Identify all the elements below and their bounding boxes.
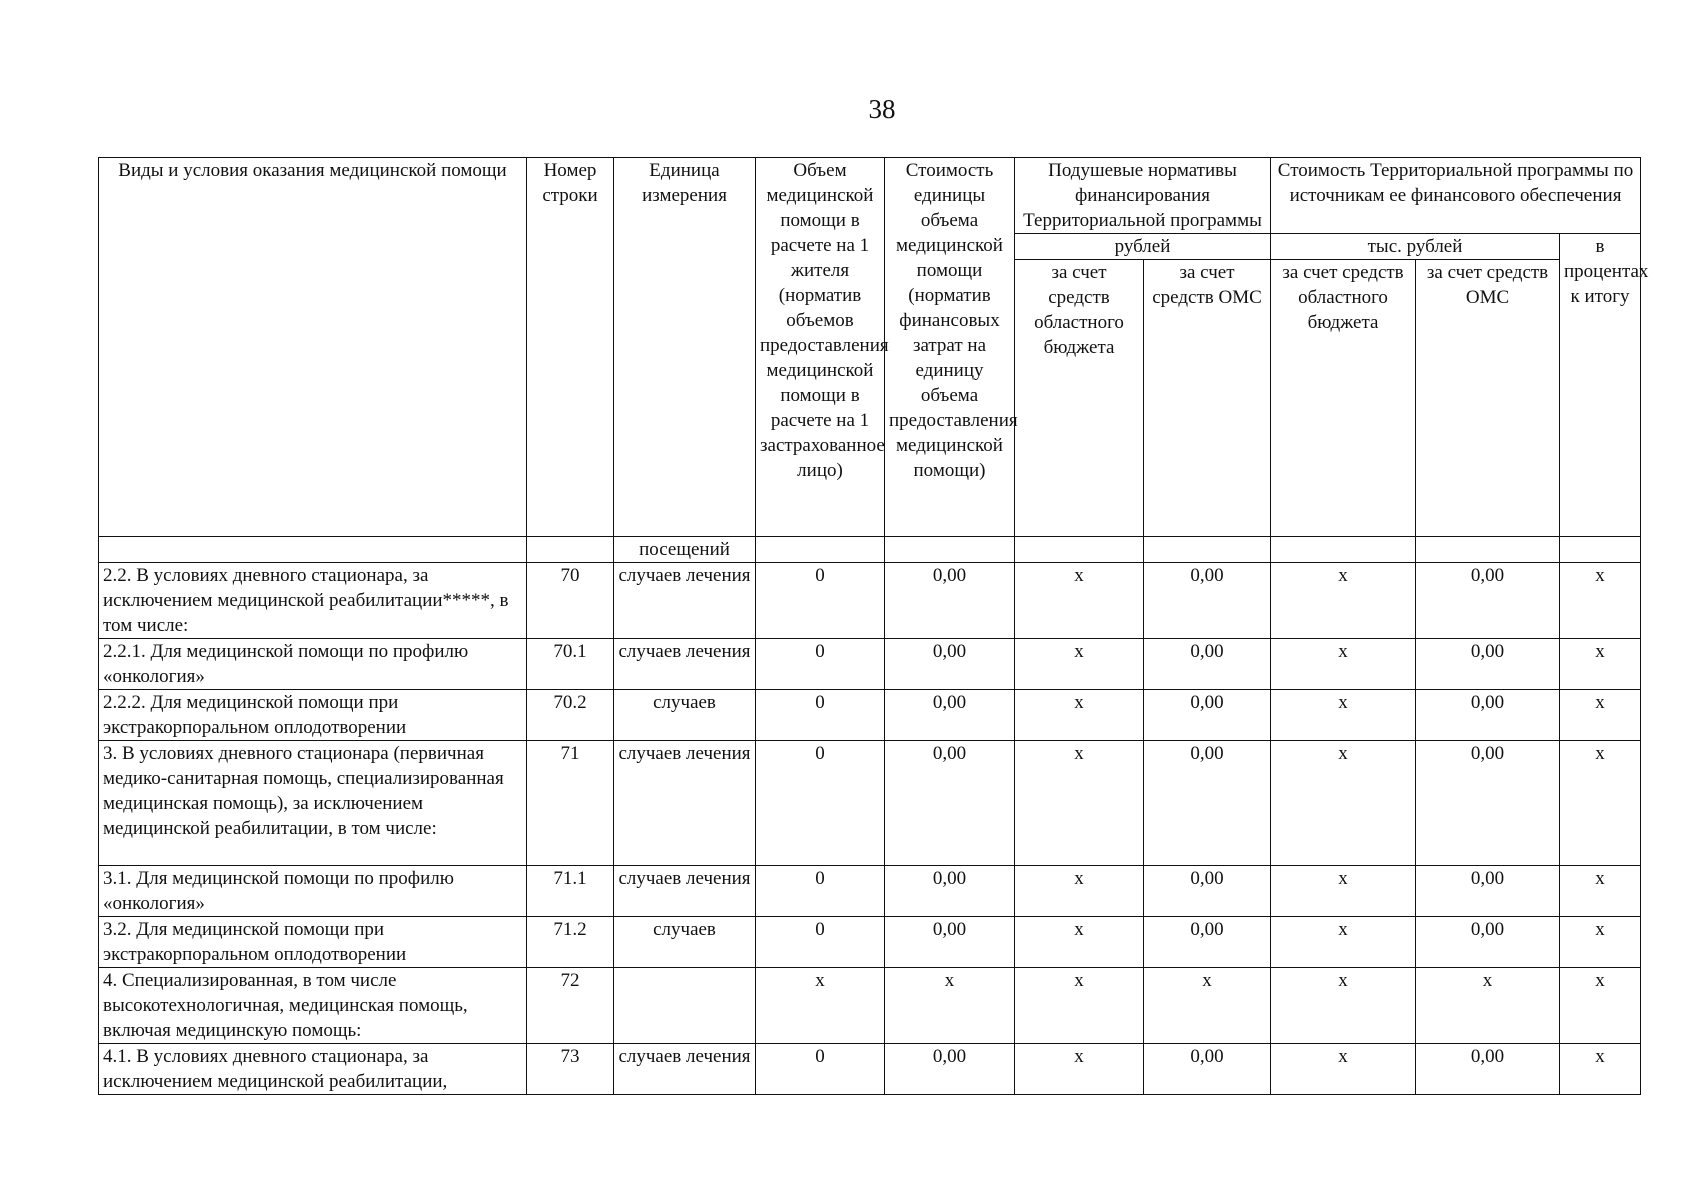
header-oms: за счет средств ОМС (1144, 260, 1271, 537)
row-percent: х (1560, 741, 1641, 866)
row-name: 2.2.1. Для медицинской помощи по профилю «онкология» (99, 639, 527, 690)
header-unit-cost: Стоимость единицы объема медицинской помощи (норматив финансовых затрат на единицу объема предоставления медицинской помощи) (885, 158, 1015, 537)
row-pc-oms: х (1144, 968, 1271, 1044)
row-volume: х (756, 968, 885, 1044)
header-types: Виды и условия оказания медицинской помощи (99, 158, 527, 537)
header-regional-budget: за счет средств областного бюджета (1015, 260, 1144, 537)
row-cost: 0,00 (885, 563, 1015, 639)
row-pg-budget: х (1271, 563, 1416, 639)
row-pg-oms: 0,00 (1416, 563, 1560, 639)
row-number: 70.1 (527, 639, 614, 690)
row-name: 3.2. Для медицинской помощи при экстракорпоральном оплодотворении (99, 917, 527, 968)
row-pc-budget: х (1015, 866, 1144, 917)
table-row (99, 741, 1641, 866)
table-row (99, 639, 1641, 690)
row-name: 2.2.2. Для медицинской помощи при экстракорпоральном оплодотворении (99, 690, 527, 741)
header-row-1 (99, 158, 1641, 234)
row-pc-budget: х (1015, 741, 1144, 866)
row-unit: случаев (614, 690, 756, 741)
table-row (99, 1044, 1641, 1095)
row-number: 71 (527, 741, 614, 866)
row-pg-budget: х (1271, 866, 1416, 917)
row-number: 71.2 (527, 917, 614, 968)
row-pc-budget: х (1015, 690, 1144, 741)
row-cost: 0,00 (885, 866, 1015, 917)
row-percent: х (1560, 690, 1641, 741)
row-pc-oms: 0,00 (1144, 917, 1271, 968)
row-percent: х (1560, 1044, 1641, 1095)
row-name: 3.1. Для медицинской помощи по профилю «онкология» (99, 866, 527, 917)
header-row-number: Номер строки (527, 158, 614, 537)
table-row (99, 968, 1641, 1044)
row-unit: случаев (614, 917, 756, 968)
row-name: 3. В условиях дневного стационара (первичная медико-санитарная помощь, специализированная медицинская помощь), за исключением медицинской реабилитации, в том числе: (99, 741, 527, 866)
row-volume: 0 (756, 639, 885, 690)
row-unit (614, 968, 756, 1044)
row-pg-oms: 0,00 (1416, 1044, 1560, 1095)
row-pc-oms: 0,00 (1144, 1044, 1271, 1095)
row-pc-oms: 0,00 (1144, 866, 1271, 917)
row-number: 73 (527, 1044, 614, 1095)
table-row (99, 563, 1641, 639)
header-program-cost: Стоимость Территориальной программы по источникам ее финансового обеспечения (1271, 158, 1641, 234)
row-pc-budget: х (1015, 1044, 1144, 1095)
row-volume: 0 (756, 741, 885, 866)
row-volume: 0 (756, 563, 885, 639)
row-cost: 0,00 (885, 1044, 1015, 1095)
row-pc-budget: х (1015, 563, 1144, 639)
row-pc-oms: 0,00 (1144, 741, 1271, 866)
row-cost: 0,00 (885, 690, 1015, 741)
row-name: 4. Специализированная, в том числе высокотехнологичная, медицинская помощь, включая медицинскую помощь: (99, 968, 527, 1044)
row-pg-oms: 0,00 (1416, 690, 1560, 741)
row-pg-budget: х (1271, 917, 1416, 968)
row-percent: х (1560, 917, 1641, 968)
row-number: 70.2 (527, 690, 614, 741)
row-pc-budget: х (1015, 968, 1144, 1044)
row-unit: случаев лечения (614, 563, 756, 639)
carry-row (99, 537, 1641, 563)
table-row (99, 917, 1641, 968)
row-pg-budget: х (1271, 1044, 1416, 1095)
row-percent: х (1560, 866, 1641, 917)
row-unit: случаев лечения (614, 866, 756, 917)
row-name: 4.1. В условиях дневного стационара, за исключением медицинской реабилитации, (99, 1044, 527, 1095)
row-volume: 0 (756, 917, 885, 968)
row-unit: случаев лечения (614, 639, 756, 690)
row-cost: 0,00 (885, 917, 1015, 968)
row-volume: 0 (756, 690, 885, 741)
header-oms-2: за счет средств ОМС (1416, 260, 1560, 537)
row-pc-oms: 0,00 (1144, 690, 1271, 741)
carry-unit: посещений (614, 537, 756, 563)
row-pg-oms: 0,00 (1416, 741, 1560, 866)
row-pc-budget: х (1015, 639, 1144, 690)
table-row (99, 690, 1641, 741)
row-volume: 0 (756, 866, 885, 917)
row-pg-budget: х (1271, 741, 1416, 866)
row-cost: 0,00 (885, 639, 1015, 690)
row-pg-oms: х (1416, 968, 1560, 1044)
row-name: 2.2. В условиях дневного стационара, за исключением медицинской реабилитации*****, в том числе: (99, 563, 527, 639)
row-pc-budget: х (1015, 917, 1144, 968)
header-regional-budget-2: за счет средств областного бюджета (1271, 260, 1416, 537)
row-percent: х (1560, 563, 1641, 639)
table-row (99, 866, 1641, 917)
header-percent: в процентах к итогу (1560, 234, 1641, 537)
row-cost: 0,00 (885, 741, 1015, 866)
financing-table (98, 157, 1649, 1095)
row-pg-oms: 0,00 (1416, 639, 1560, 690)
row-pc-oms: 0,00 (1144, 563, 1271, 639)
page-number: 38 (868, 94, 896, 124)
row-pc-oms: 0,00 (1144, 639, 1271, 690)
row-unit: случаев лечения (614, 741, 756, 866)
row-number: 72 (527, 968, 614, 1044)
row-percent: х (1560, 968, 1641, 1044)
row-volume: 0 (756, 1044, 885, 1095)
header-per-capita: Подушевые нормативы финансирования Территориальной программы (1015, 158, 1271, 234)
header-rubles: рублей (1015, 234, 1271, 260)
row-pg-oms: 0,00 (1416, 866, 1560, 917)
row-percent: х (1560, 639, 1641, 690)
row-cost: х (885, 968, 1015, 1044)
row-number: 70 (527, 563, 614, 639)
row-unit: случаев лечения (614, 1044, 756, 1095)
row-number: 71.1 (527, 866, 614, 917)
row-pg-budget: х (1271, 639, 1416, 690)
row-pg-budget: х (1271, 690, 1416, 741)
header-volume: Объем медицинской помощи в расчете на 1 жителя (норматив объемов предоставления медицинской помощи в расчете на 1 застрахованное лицо) (756, 158, 885, 537)
row-pg-oms: 0,00 (1416, 917, 1560, 968)
header-unit: Единица измерения (614, 158, 756, 537)
row-pg-budget: х (1271, 968, 1416, 1044)
header-thousand-rubles: тыс. рублей (1271, 234, 1560, 260)
